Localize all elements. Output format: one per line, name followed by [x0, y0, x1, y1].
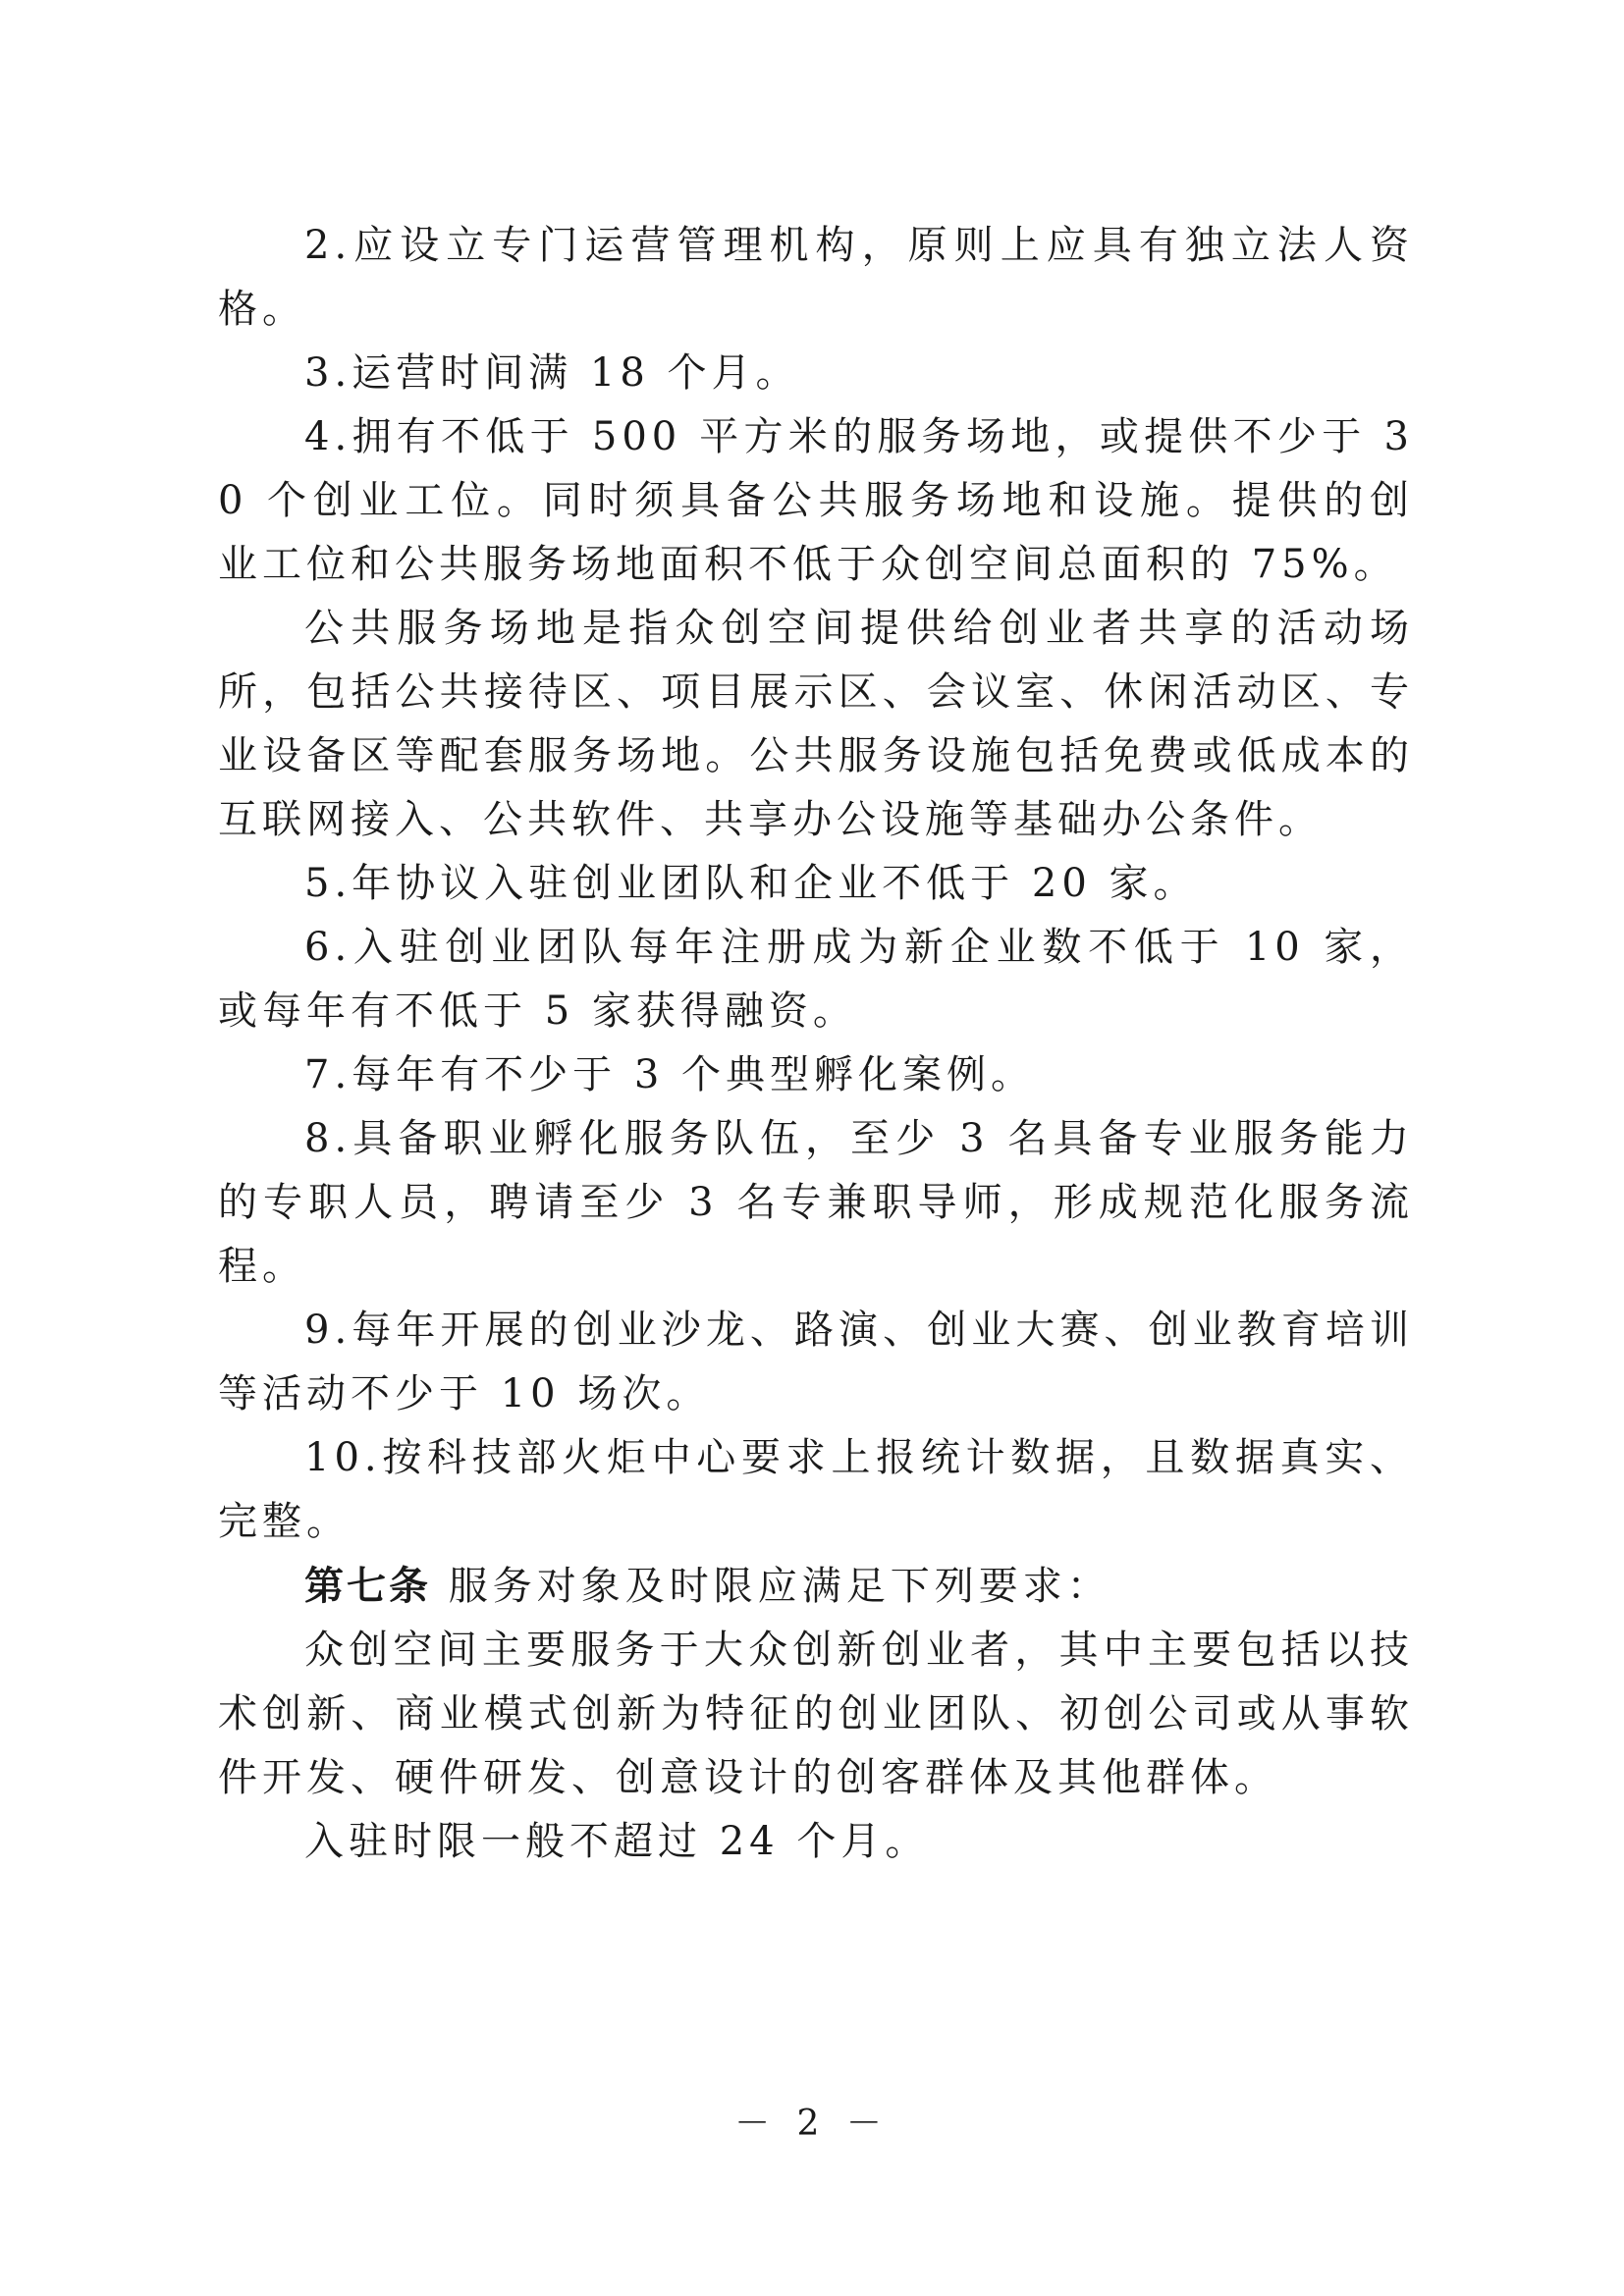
- paragraph-item-8: 8.具备职业孵化服务队伍，至少 3 名具备专业服务能力的专职人员，聘请至少 3 名专兼职导师，形成规范化服务流程。: [218, 1116, 1414, 1289]
- article-7-heading: 第七条: [304, 1563, 431, 1609]
- paragraph-service-targets: 众创空间主要服务于大众创新创业者，其中主要包括以技术创新、商业模式创新为特征的创业团队、初创公司或从事软件开发、硬件研发、创意设计的创客群体及其他群体。: [218, 1628, 1414, 1800]
- paragraph-public-service-definition: 公共服务场地是指众创空间提供给创业者共享的活动场所，包括公共接待区、项目展示区、会议室、休闲活动区、专业设备区等配套服务场地。公共服务设施包括免费或低成本的互联网接入、公共软件、共享办公设施等基础办公条件。: [218, 606, 1414, 842]
- paragraph-residency-limit: 入驻时限一般不超过 24 个月。: [304, 1819, 930, 1864]
- paragraph-item-9: 9.每年开展的创业沙龙、路演、创业大赛、创业教育培训等活动不少于 10 场次。: [218, 1308, 1414, 1416]
- paragraph-item-2: 2.应设立专门运营管理机构，原则上应具有独立法人资格。: [218, 223, 1414, 332]
- paragraph-item-5: 5.年协议入驻创业团队和企业不低于 20 家。: [304, 861, 1198, 906]
- paragraph-item-6: 6.入驻创业团队每年注册成为新企业数不低于 10 家，或每年有不低于 5 家获得融资。: [218, 925, 1414, 1034]
- paragraph-item-10: 10.按科技部火炬中心要求上报统计数据，且数据真实、完整。: [218, 1435, 1414, 1544]
- article-7-paragraph: [218, 1554, 1414, 1619]
- body-text: [218, 214, 1414, 1874]
- page-number: － 2 －: [734, 2104, 890, 2144]
- paragraph-item-4: 4.拥有不低于 500 平方米的服务场地，或提供不少于 30 个创业工位。同时须具备公共服务场地和设施。提供的创业工位和公共服务场地面积不低于众创空间总面积的 75%。: [218, 414, 1414, 587]
- article-7-text: 服务对象及时限应满足下列要求：: [448, 1564, 1111, 1609]
- paragraph-item-7: 7.每年有不少于 3 个典型孵化案例。: [304, 1052, 1036, 1097]
- paragraph-item-3: 3.运营时间满 18 个月。: [304, 350, 800, 396]
